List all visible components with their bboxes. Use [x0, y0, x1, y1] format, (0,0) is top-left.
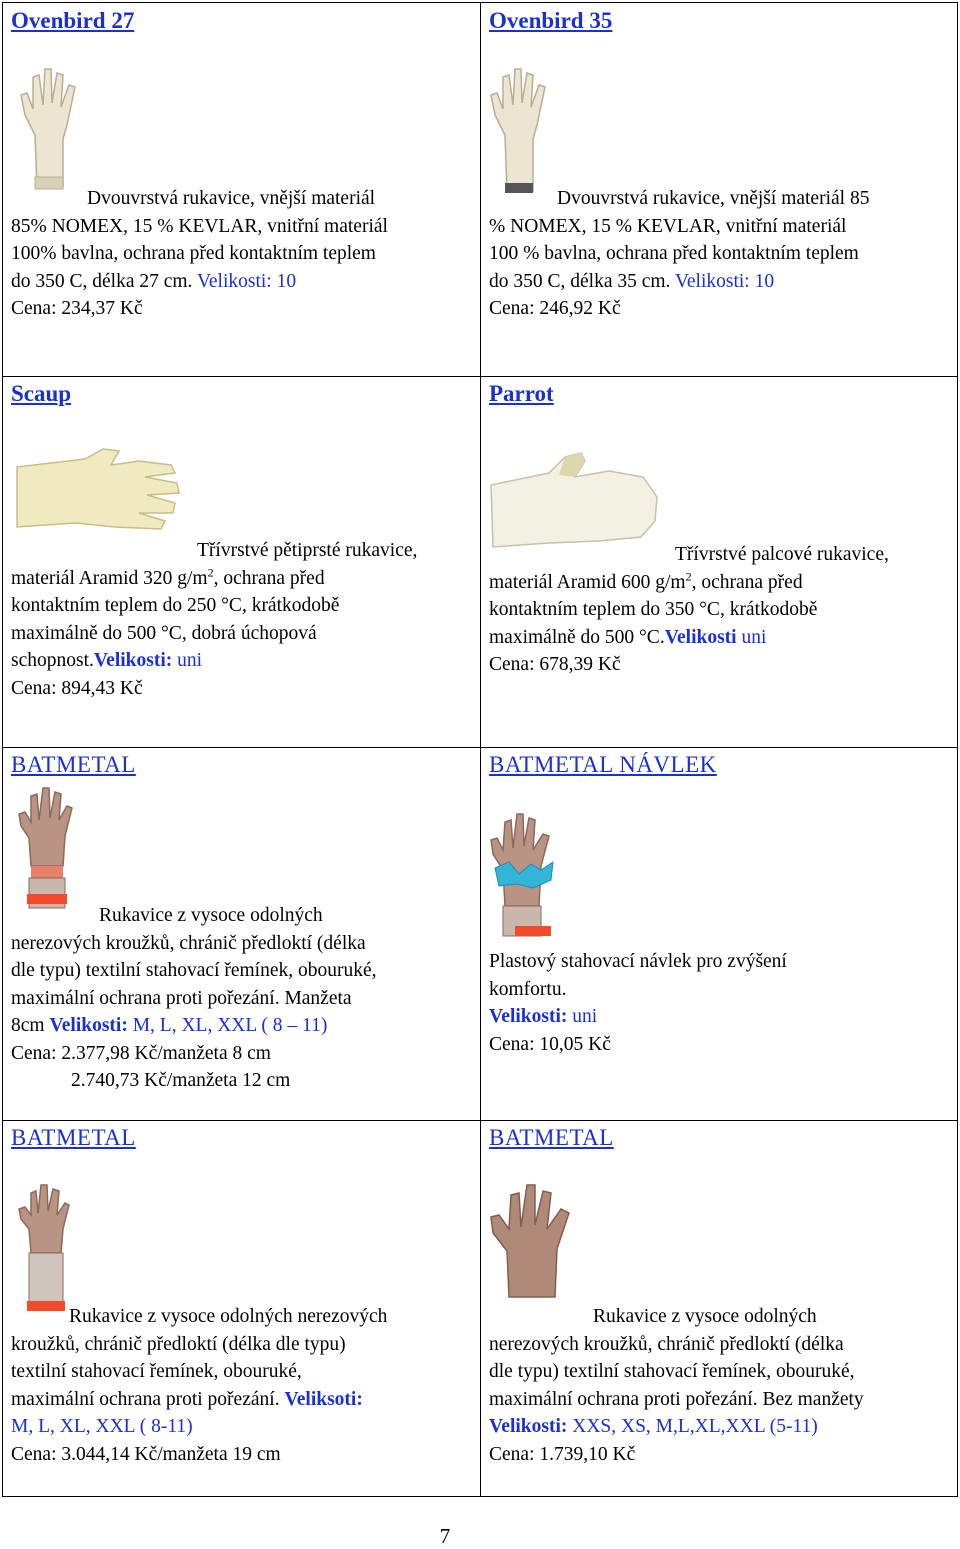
chainmail-glove-image [489, 810, 561, 942]
product-cell [481, 748, 958, 1121]
product-title-link[interactable]: Ovenbird 27 [11, 8, 135, 33]
product-description: Dvouvrstvá rukavice, vnější materiál 85 % NOMEX, 15 % KEVLAR, vnitřní materiál 100 % bavlna, ochrana před kontaktním teplem do 350 C, délka 35 cm. Velikosti: 10 Cena: 246,92 Kč [489, 188, 870, 319]
product-table [2, 2, 958, 1497]
page-number: 7 [439, 1524, 451, 1548]
product-title-link[interactable]: BATMETAL [489, 1125, 614, 1150]
product-description: Rukavice z vysoce odolných nerezových kroužků, chránič předloktí (délka dle typu) textilní stahovací řemínek, obouruké, maximální ochrana proti pořezání. Manžeta 8cm Velikosti: M, L, XL, XXL ( 8 – 11) Cena: 2.377,98 Kč/manžeta 8 cm 2.740,73 Kč/manžeta 12 cm [11, 905, 377, 1091]
product-title-link[interactable]: Ovenbird 35 [489, 8, 613, 33]
product-title-link[interactable]: BATMETAL [11, 752, 136, 777]
product-description: Plastový stahovací návlek pro zvýšení komfortu. Velikosti: uni Cena: 10,05 Kč [489, 951, 787, 1055]
knit-glove-image [19, 65, 85, 193]
product-title-link[interactable]: BATMETAL NÁVLEK [489, 752, 717, 777]
chainmail-glove-image [17, 1183, 73, 1315]
product-title-link[interactable]: Parrot [489, 381, 554, 406]
product-cell [481, 3, 958, 377]
product-cell [3, 377, 481, 748]
mitten-image [489, 451, 661, 551]
product-description: Třívrstvé pětiprsté rukavice, materiál Aramid 320 $g/m^2$, ochrana před kontaktním teplem do 250 °C, krátkodobě maximálně do 500 °C, dobrá úchopová schopnost.Velikosti: uni Cena: 894,43 Kč [11, 540, 418, 699]
product-description: Rukavice z vysoce odolných nerezových kroužků, chránič předloktí (délka dle typu) textilní stahovací řemínek, obouruké, maximální ochrana proti pořezání. Bez manžety Velikosti: XXS, XS, M,L,XL,XXL (5-11) Cena: 1.739,10 Kč [489, 1306, 864, 1465]
product-title-link[interactable]: Scaup [11, 381, 72, 406]
chainmail-glove-image [489, 1181, 585, 1301]
product-description: Dvouvrstvá rukavice, vnější materiál 85% NOMEX, 15 % KEVLAR, vnitřní materiál 100% bavlna, ochrana před kontaktním teplem do 350 C, délka 27 cm. Velikosti: 10 Cena: 234,37 Kč [11, 188, 388, 319]
product-cell [3, 3, 481, 377]
chainmail-glove-image [17, 786, 77, 910]
product-cell [481, 1121, 958, 1497]
product-description: Třívrstvé palcové rukavice, materiál Aramid 600 $g/m^2$, ochrana před kontaktním teplem do 350 °C, krátkodobě maximálně do 500 °C.Velikosti uni Cena: 678,39 Kč [489, 544, 889, 675]
product-description: Rukavice z vysoce odolných nerezových kroužků, chránič předloktí (délka dle typu) textilní stahovací řemínek, obouruké, maximální ochrana proti pořezání. Veliksoti: M, L, XL, XXL ( 8-11) Cena: 3.044,14 Kč/manžeta 19 cm [11, 1306, 388, 1465]
product-cell [3, 748, 481, 1121]
product-title-link[interactable]: BATMETAL [11, 1125, 136, 1150]
product-cell [3, 1121, 481, 1497]
product-cell [481, 377, 958, 748]
knit-glove-image [489, 65, 555, 197]
glove-image [15, 447, 185, 535]
